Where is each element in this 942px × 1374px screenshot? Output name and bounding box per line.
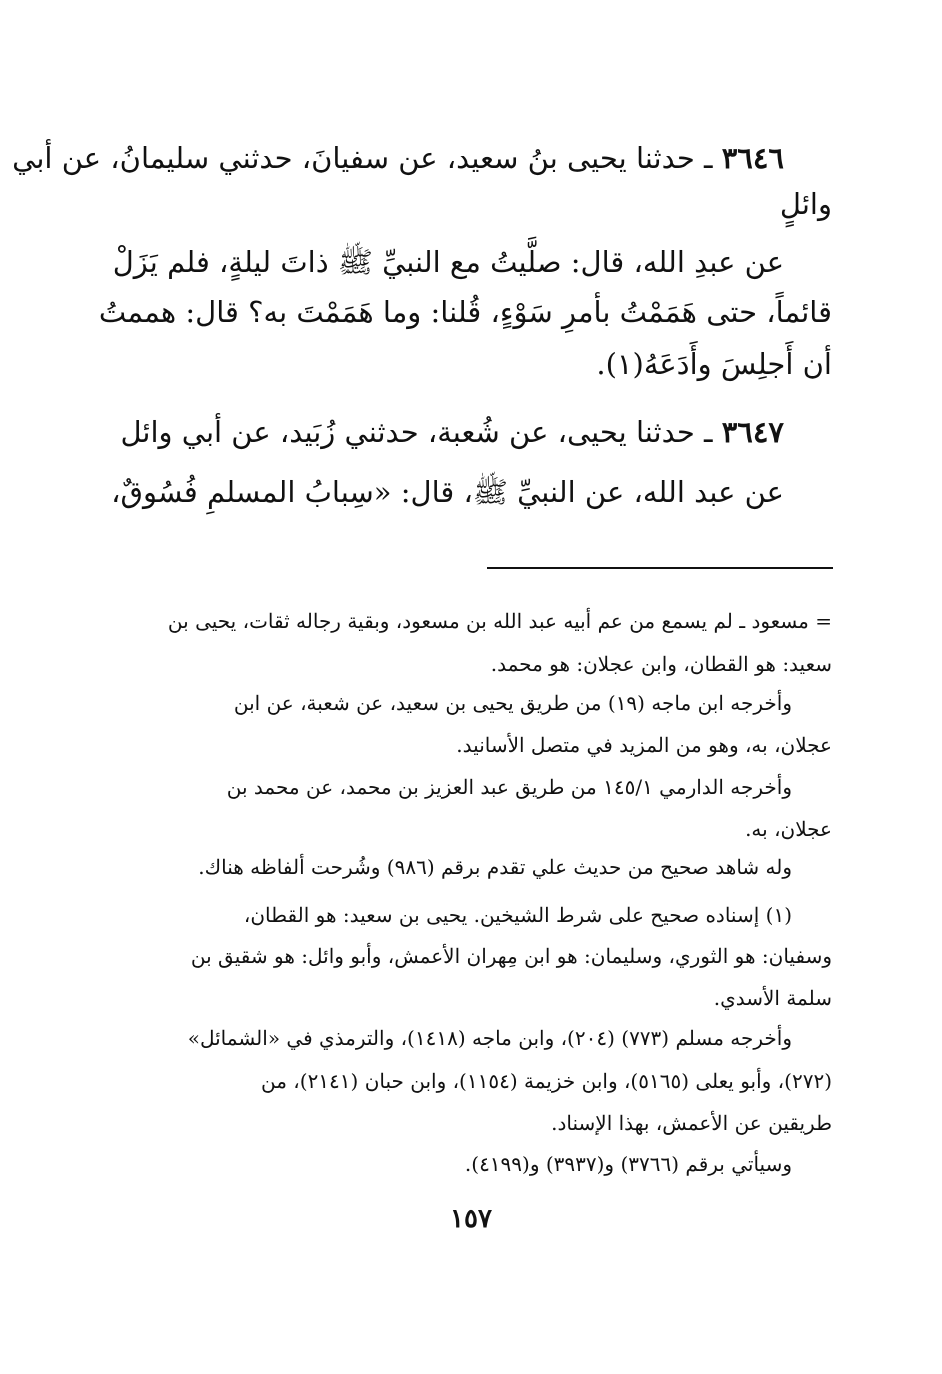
hadith-3647-number: ٣٦٤٧ <box>721 415 784 449</box>
footnote-p1-line-2: سعيد: هو القطان، وابن عجلان: هو محمد. <box>490 652 832 676</box>
footnote-divider <box>487 567 833 569</box>
footnote-p2-line-2: عجلان، به، وهو من المزيد في متصل الأسانيد. <box>456 733 832 757</box>
footnote-p3-line-1: وأخرجه الدارمي ١٤٥/١ من طريق عبد العزيز بن محمد، عن محمد بن <box>226 775 792 799</box>
footnote-p5-line-3: سلمة الأسدي. <box>713 986 832 1010</box>
footnote-p1-line-1: = مسعود ـ لم يسمع من عم أبيه عبد الله بن مسعود، وبقية رجاله ثقات، يحيى بن <box>167 609 832 633</box>
footnote-p2-line-1: وأخرجه ابن ماجه (١٩) من طريق يحيى بن سعيد، عن شعبة، عن ابن <box>233 691 792 715</box>
footnote-p5-line-1: (١) إسناده صحيح على شرط الشيخين. يحيى بن سعيد: هو القطان، <box>243 903 792 927</box>
footnote-p5-line-2: وسفيان: هو الثوري، وسليمان: هو ابن مِهران الأعمش، وأبو وائل: هو شقيق بن <box>190 944 832 968</box>
hadith-3647-text-1: حدثنا يحيى، عن شُعبة، حدثني زُبَيد، عن أبي وائل <box>120 415 695 449</box>
hadith-3646-text-1: حدثنا يحيى بنُ سعيد، عن سفيانَ، حدثني سليمانُ، عن أبي <box>12 141 695 175</box>
footnote-p6-line-1: وأخرجه مسلم (٧٧٣) (٢٠٤)، وابن ماجه (١٤١٨)، والترمذي في «الشمائل» <box>187 1026 792 1050</box>
footnote-p4-line-1: وله شاهد صحيح من حديث علي تقدم برقم (٩٨٦) وشُرحت ألفاظه هناك. <box>198 855 792 879</box>
footnote-p6-line-3: طريقين عن الأعمش، بهذا الإسناد. <box>551 1111 832 1135</box>
hadith-3646-line-4: قائماً، حتى هَمَمْتُ بأمرِ سَوْءٍ، قُلنا: وما هَمَمْتَ به؟ قال: هممتُ <box>98 295 832 329</box>
hadith-3647-line-2: عن عبد الله، عن النبيِّ ﷺ، قال: «سِبابُ المسلمِ فُسُوقٌ، <box>111 475 784 509</box>
page-number: ١٥٧ <box>450 1204 492 1234</box>
hadith-3646-number: ٣٦٤٦ <box>721 141 784 175</box>
footnote-p3-line-2: عجلان، به. <box>745 817 832 841</box>
hadith-3646-line-5: أن أَجلِسَ وأَدَعَهُ(١). <box>596 347 832 381</box>
hadith-3647-line-1: ٣٦٤٧ ـ حدثنا يحيى، عن شُعبة، حدثني زُبَيد، عن أبي وائل <box>120 415 784 449</box>
hadith-3646-line-2: وائلٍ <box>779 187 832 221</box>
footnote-p6-line-2: (٢٧٢)، وأبو يعلى (٥١٦٥)، وابن خزيمة (١١٥٤)، وابن حبان (٢١٤١)، من <box>261 1069 832 1093</box>
hadith-3646-line-3: عن عبدِ الله، قال: صلَّيتُ مع النبيِّ ﷺ ذاتَ ليلةٍ، فلم يَزَلْ <box>112 245 784 279</box>
hadith-3646-line-1: ٣٦٤٦ ـ حدثنا يحيى بنُ سعيد، عن سفيانَ، حدثني سليمانُ، عن أبي <box>12 141 784 175</box>
footnote-p7-line-1: وسيأتي برقم (٣٧٦٦) و(٣٩٣٧) و(٤١٩٩). <box>464 1152 792 1176</box>
